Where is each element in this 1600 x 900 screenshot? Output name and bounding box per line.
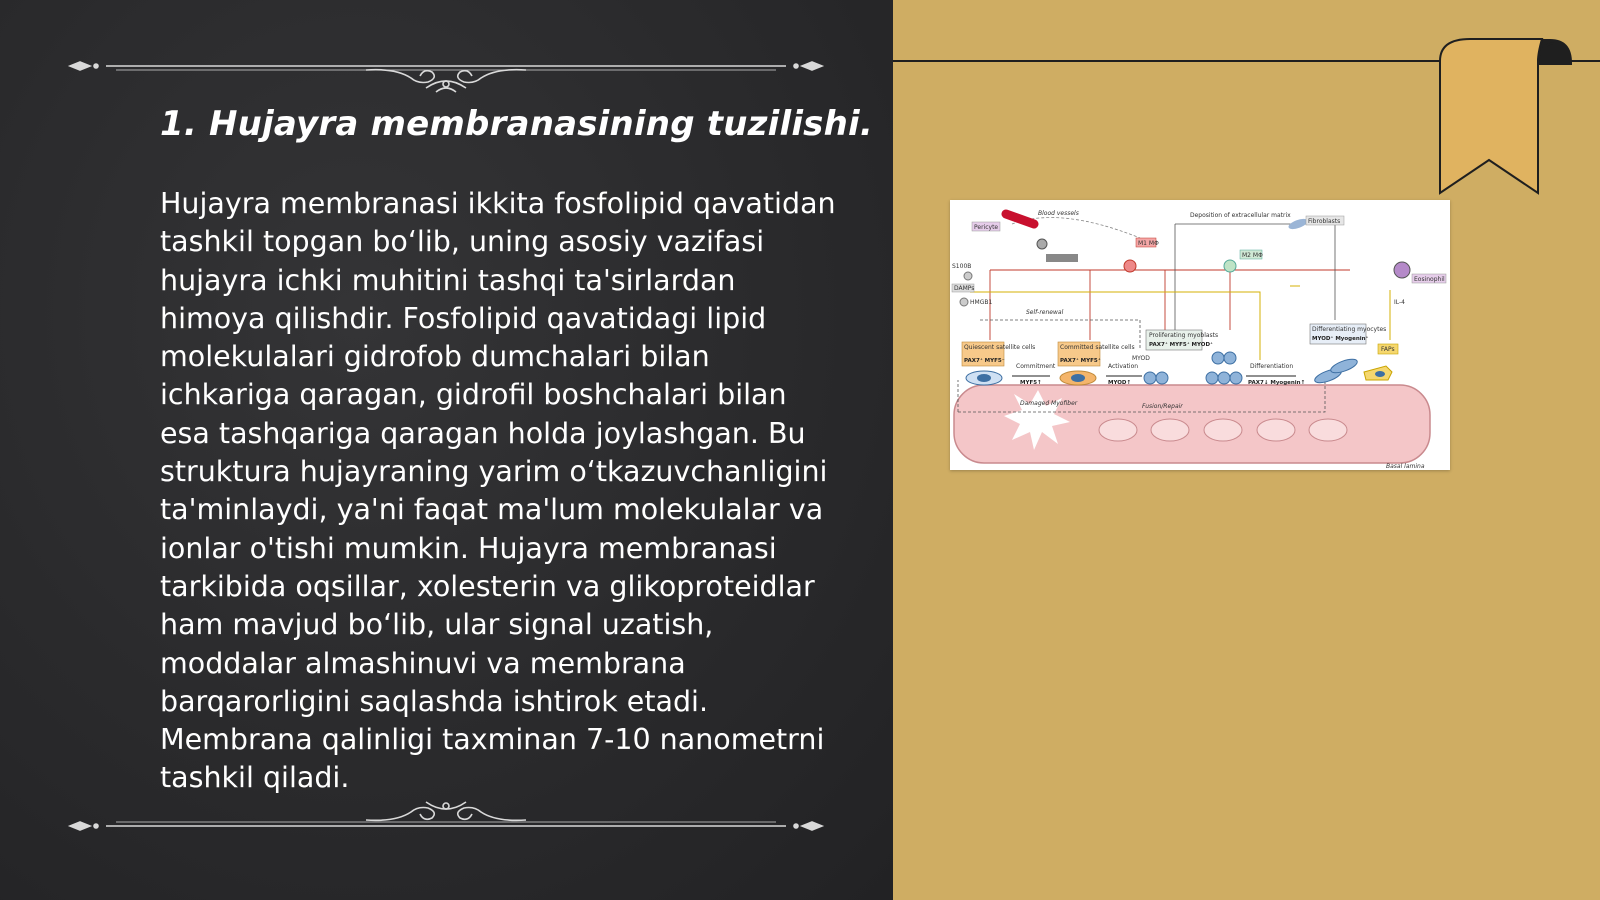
label-damaged-myofiber: Damaged Myofiber	[1020, 400, 1078, 407]
label-pericyte: Pericyte	[974, 224, 999, 231]
label-commitment: Commitment	[1016, 363, 1056, 370]
label-pax7-myf5: PAX7⁺ MYF5⁻	[964, 358, 1005, 364]
label-damps: DAMPs	[954, 285, 975, 292]
label-basal-lamina: Basal lamina	[1386, 463, 1425, 470]
label-myod-small: MYOD	[1132, 355, 1150, 362]
label-m1: M1 MΦ	[1138, 240, 1159, 247]
slide-body-paragraph: Hujayra membranasi ikkita fosfolipid qavatidan tashkil topgan bo‘lib, uning asosiy vazifasi hujayra ichki muhitini tashqi ta'sirlardan himoya qilishdir. Fosfolipid qavatidagi lipid molekulalari gidrofob dumchalari bilan ichkariga qaragan, gidrofil boshchalari bilan esa tashqariga qaragan holda joylashgan. Bu struktura hujayraning yarim o‘tkazuvchanligini ta'minlaydi, ya'ni faqat ma'lum molekulalar va ionlar o'tishi mumkin. Hujayra membranasi tarkibida oqsillar, xolesterin va glikoproteidlar ham mavjud bo‘lib, ular signal uzatish, moddalar almashinuvi va membrana barqarorligini saqlashda ishtirok etadi. Membrana qalinligi taxminan 7-10 nanometrni tashkil qiladi.	[160, 187, 836, 795]
figure-diagram	[950, 200, 1450, 470]
top-flourish-divider	[66, 48, 826, 98]
label-hmgb1: HMGB1	[970, 299, 993, 306]
label-myod-myogenin: MYOD⁺ Myogenin⁺	[1312, 336, 1369, 342]
label-pax7-myogenin: PAX7↓ Myogenin↑	[1248, 380, 1306, 386]
label-s100b: S100B	[952, 263, 972, 270]
muscle-regeneration-figure	[950, 200, 1450, 470]
label-myod: MYOD↑	[1108, 380, 1132, 386]
label-activation: Activation	[1108, 363, 1139, 370]
label-myf5: MYF5↑	[1020, 380, 1042, 386]
bottom-flourish-divider	[66, 790, 826, 840]
label-prolif-markers: PAX7⁺ MYF5⁺ MYOD⁺	[1149, 342, 1213, 348]
label-committed-sc: Committed satellite cells	[1060, 344, 1135, 351]
slide-title: 1. Hujayra membranasining tuzilishi.	[160, 104, 873, 144]
label-blood-vessels: Blood vessels	[1038, 210, 1079, 217]
label-eosinophil: Eosinophil	[1414, 276, 1445, 283]
label-fusion-repair: Fusion/Repair	[1142, 403, 1183, 410]
label-differentiation: Differentiation	[1250, 363, 1294, 370]
label-pax7-myf5-pos: PAX7⁺ MYF5⁺	[1060, 358, 1101, 364]
label-quiescent-sc: Quiescent satellite cells	[964, 344, 1036, 351]
label-deposition: Deposition of extracellular matrix	[1190, 212, 1291, 219]
label-faps: FAPs	[1381, 346, 1395, 353]
label-il4: IL-4	[1394, 299, 1405, 306]
label-self-renewal: Self-renewal	[1026, 309, 1064, 316]
bookmark-ribbon-icon	[1432, 35, 1572, 205]
label-fibroblasts: Fibroblasts	[1308, 218, 1341, 225]
label-proliferating: Proliferating myoblasts	[1149, 332, 1219, 339]
label-diff-myocytes: Differentiating myocytes	[1312, 326, 1387, 333]
label-m2: M2 MΦ	[1242, 252, 1263, 259]
